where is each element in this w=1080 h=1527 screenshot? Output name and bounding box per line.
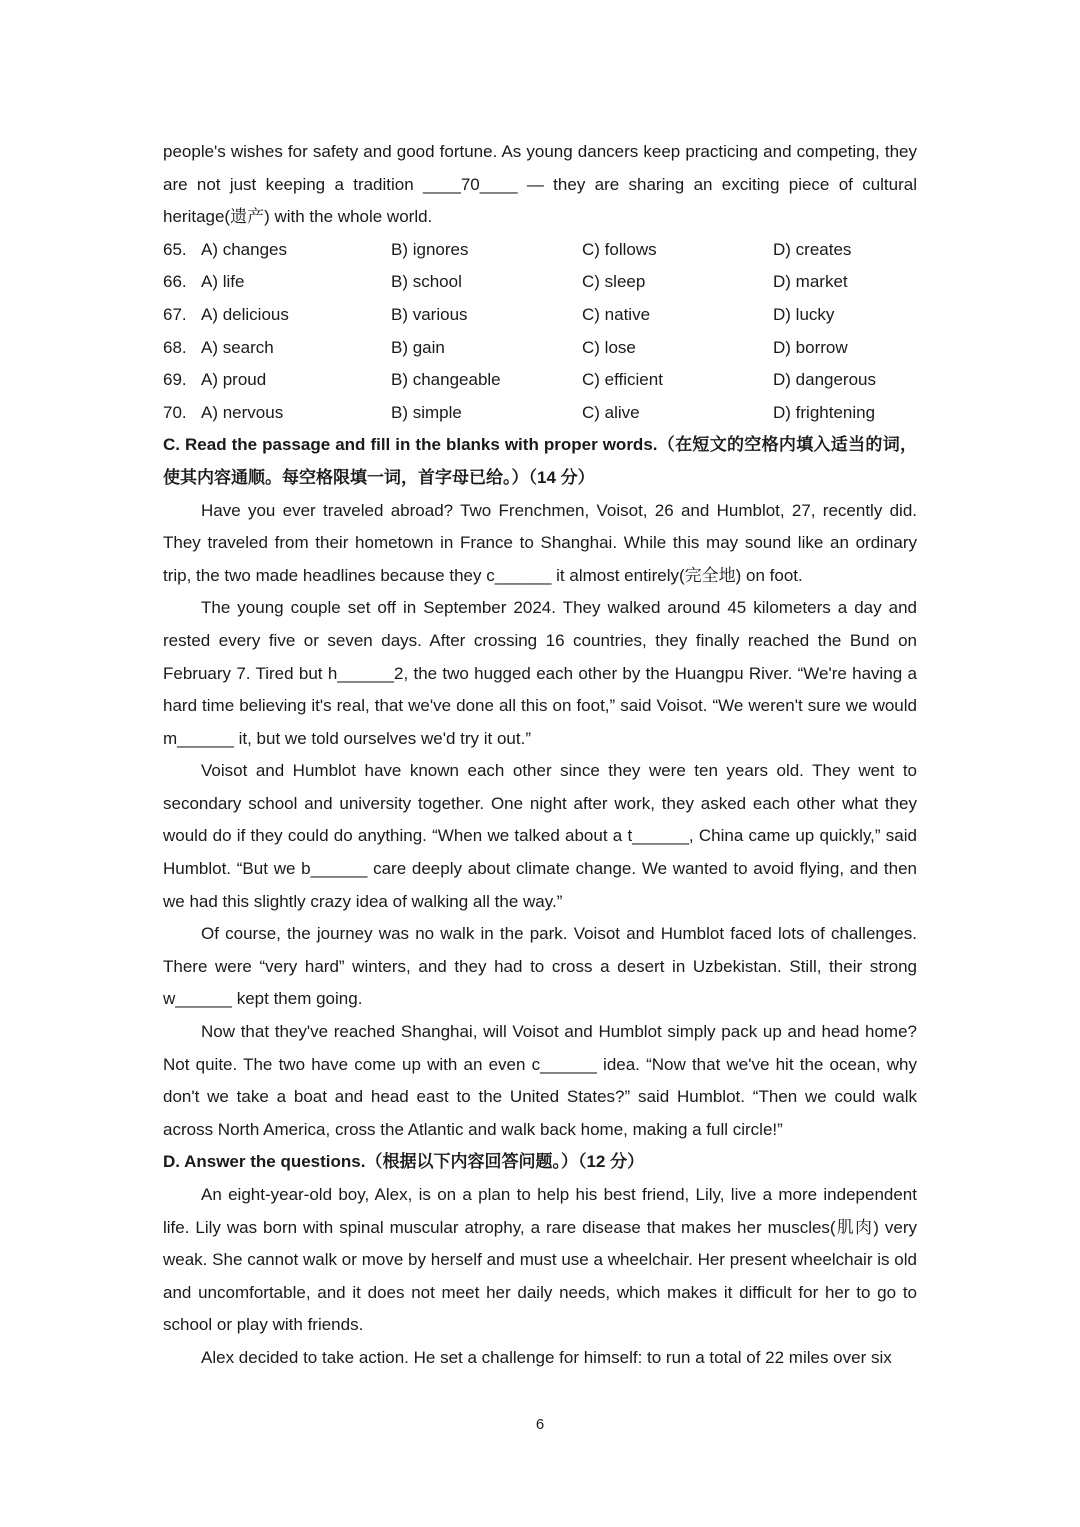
option-d: D) market bbox=[773, 272, 848, 292]
option-c: C) follows bbox=[582, 239, 657, 259]
paragraph: Now that they've reached Shanghai, will Voisot and Humblot simply pack up and head home? Not quite. The two have come up with an even c______ idea. “Now that we've hit the ocean, why don't we take a boat and head east to the United States?” said Humblot. “Then we could walk across North America, cross the Atlantic and walk back home, making a full circle!” bbox=[163, 1022, 917, 1139]
paragraph: Alex decided to take action. He set a challenge for himself: to run a total of 22 miles over six bbox=[201, 1347, 892, 1367]
option-d: D) borrow bbox=[773, 337, 848, 357]
document-page bbox=[163, 136, 917, 1375]
paragraph: The young couple set off in September 2024. They walked around 45 kilometers a day and rested every five or seven days. After crossing 16 countries, they finally reached the Bund on February 7. Tired but h______2, the two hugged each other by the Huangpu River. “We're having a hard time believing it's real, that we've done all this on foot,” said Voisot. “We weren't sure we would m______ it, but we told ourselves we'd try it out.” bbox=[163, 598, 917, 748]
question-number: 66. bbox=[163, 272, 187, 292]
option-a: A) nervous bbox=[201, 402, 284, 422]
option-c: C) native bbox=[582, 304, 651, 324]
question-number: 67. bbox=[163, 304, 187, 324]
option-d: D) creates bbox=[773, 239, 852, 259]
option-a: A) proud bbox=[201, 370, 267, 390]
option-a: A) delicious bbox=[201, 304, 289, 324]
paragraph: Have you ever traveled abroad? Two Frenchmen, Voisot, 26 and Humblot, 27, recently did. They traveled from their hometown in France to Shanghai. While this may sound like an ordinary trip, the two made headlines because they c______ it almost entirely(完全地) on foot. bbox=[163, 500, 917, 585]
page-number: 6 bbox=[535, 1416, 545, 1433]
option-row bbox=[163, 299, 917, 332]
paragraph: An eight-year-old boy, Alex, is on a plan to help his best friend, Lily, live a more independent life. Lily was born with spinal muscular atrophy, a rare disease that makes her muscles(肌肉) very weak. She cannot walk or move by herself and must use a wheelchair. Her present wheelchair is old and uncomfortable, and it does not meet her daily needs, which makes it difficult for her to go to school or play with friends. bbox=[163, 1185, 917, 1335]
option-row bbox=[163, 364, 917, 397]
paragraph: Voisot and Humblot have known each other since they were ten years old. They went to secondary school and university together. One night after work, they asked each other what they would do if they could do anything. “When we talked about a t______, China came up quickly,” said Humblot. “But we b______ care deeply about climate change. We wanted to avoid flying, and then we had this slightly crazy idea of walking all the way.” bbox=[163, 761, 917, 911]
passage-tail: people's wishes for safety and good fortune. As young dancers keep practicing and competing, they are not just keeping a tradition ____70____ — they are sharing an exciting piece of cultural heritage(遗产) with the whole world. bbox=[163, 142, 917, 227]
option-d: D) dangerous bbox=[773, 370, 877, 390]
option-c: C) lose bbox=[582, 337, 636, 357]
option-row bbox=[163, 234, 917, 267]
question-number: 65. bbox=[163, 239, 187, 259]
option-row bbox=[163, 397, 917, 430]
option-a: A) life bbox=[201, 272, 245, 292]
question-number: 69. bbox=[163, 370, 187, 390]
section-c-heading: C. Read the passage and fill in the blanks with proper words.（在短文的空格内填入适当的词，使其内容通顺。每空格限填一词，首字母已给。）（14 分） bbox=[163, 435, 917, 487]
option-c: C) efficient bbox=[582, 370, 663, 390]
paragraph: Of course, the journey was no walk in the park. Voisot and Humblot faced lots of challenges. There were “very hard” winters, and they had to cross a desert in Uzbekistan. Still, their strong w______ kept them going. bbox=[163, 924, 917, 1009]
option-b: B) ignores bbox=[391, 239, 469, 259]
options-list bbox=[163, 234, 917, 430]
option-row bbox=[163, 332, 917, 365]
option-b: B) changeable bbox=[391, 370, 501, 390]
option-row bbox=[163, 266, 917, 299]
option-b: B) simple bbox=[391, 402, 462, 422]
option-c: C) sleep bbox=[582, 272, 646, 292]
question-number: 70. bbox=[163, 402, 187, 422]
option-b: B) various bbox=[391, 304, 468, 324]
question-number: 68. bbox=[163, 337, 187, 357]
option-d: D) lucky bbox=[773, 304, 835, 324]
option-c: C) alive bbox=[582, 402, 640, 422]
section-d-heading: D. Answer the questions.（根据以下内容回答问题。）（12 分） bbox=[163, 1152, 645, 1172]
option-d: D) frightening bbox=[773, 402, 876, 422]
option-b: B) gain bbox=[391, 337, 445, 357]
option-a: A) changes bbox=[201, 239, 287, 259]
option-a: A) search bbox=[201, 337, 274, 357]
option-b: B) school bbox=[391, 272, 462, 292]
